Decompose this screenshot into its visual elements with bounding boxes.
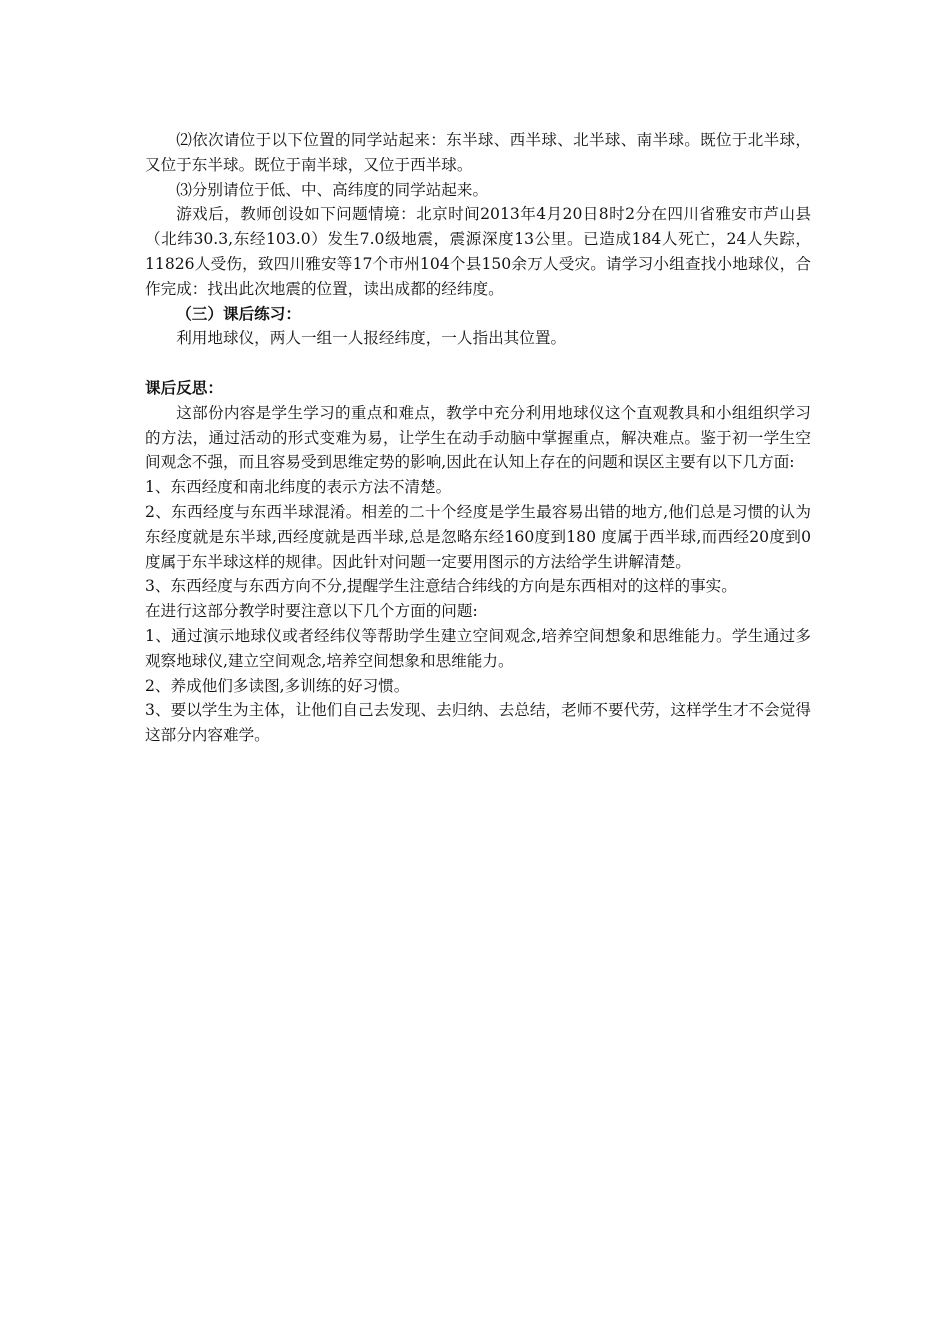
paragraph-earthquake-scenario: 游戏后，教师创设如下问题情境：北京时间2013年4月20日8时2分在四川省雅安市芦山县（北纬30.3,东经103.0）发生7.0级地震，震源深度13公里。已造成184人死亡，24人失踪，11826人受伤，致四川雅安等17个市州104个县150余万人受灾。请学习小组查找小地球仪，合作完成：找出此次地震的位置，读出成都的经纬度。 <box>145 205 811 298</box>
problem-item: 3、东西经度与东西方向不分,提醒学生注意结合纬线的方向是东西相对的这样的事实。 <box>145 577 737 596</box>
paragraph-latitude-activity: ⑶分别请位于低、中、高纬度的同学站起来。 <box>176 180 489 199</box>
problem-item: 1、东西经度和南北纬度的表示方法不清楚。 <box>145 478 452 497</box>
note-item: 2、养成他们多读图,多训练的好习惯。 <box>145 676 410 695</box>
exercise-text: 利用地球仪，两人一组一人报经纬度，一人指出其位置。 <box>176 329 567 348</box>
problem-item: 2、东西经度与东西半球混淆。相差的二十个经度是学生最容易出错的地方,他们总是习惯的认为东经度就是东半球,西经度就是西半球,总是忽略东经160度到180 度属于西半球,而西经20度到0度属于东半球这样的规律。因此针对问题一定要用图示的方法给学生讲解清楚。 <box>145 502 811 571</box>
document-body <box>145 128 811 748</box>
notes-intro: 在进行这部分教学时要注意以下几个方面的问题: <box>145 602 478 621</box>
reflection-heading: 课后反思： <box>145 377 223 397</box>
note-item: 3、要以学生为主体，让他们自己去发现、去归纳、去总结，老师不要代劳，这样学生才不会觉得这部分内容难学。 <box>145 701 811 745</box>
reflection-intro: 这部份内容是学生学习的重点和难点，教学中充分利用地球仪这个直观教具和小组组织学习的方法，通过活动的形式变难为易，让学生在动手动脑中掌握重点，解决难点。鉴于初一学生空间观念不强，而且容易受到思维定势的影响,因此在认知上存在的问题和误区主要有以下几方面: <box>145 403 811 472</box>
paragraph-hemisphere-activity: ⑵依次请位于以下位置的同学站起来：东半球、西半球、北半球、南半球。既位于北半球，又位于东半球。既位于南半球，又位于西半球。 <box>145 131 811 174</box>
exercise-heading: （三）课后练习： <box>176 303 301 323</box>
section-spacer <box>145 351 811 376</box>
note-item: 1、通过演示地球仪或者经纬仪等帮助学生建立空间观念,培养空间想象和思维能力。学生通过多观察地球仪,建立空间观念,培养空间想象和思维能力。 <box>145 626 811 670</box>
